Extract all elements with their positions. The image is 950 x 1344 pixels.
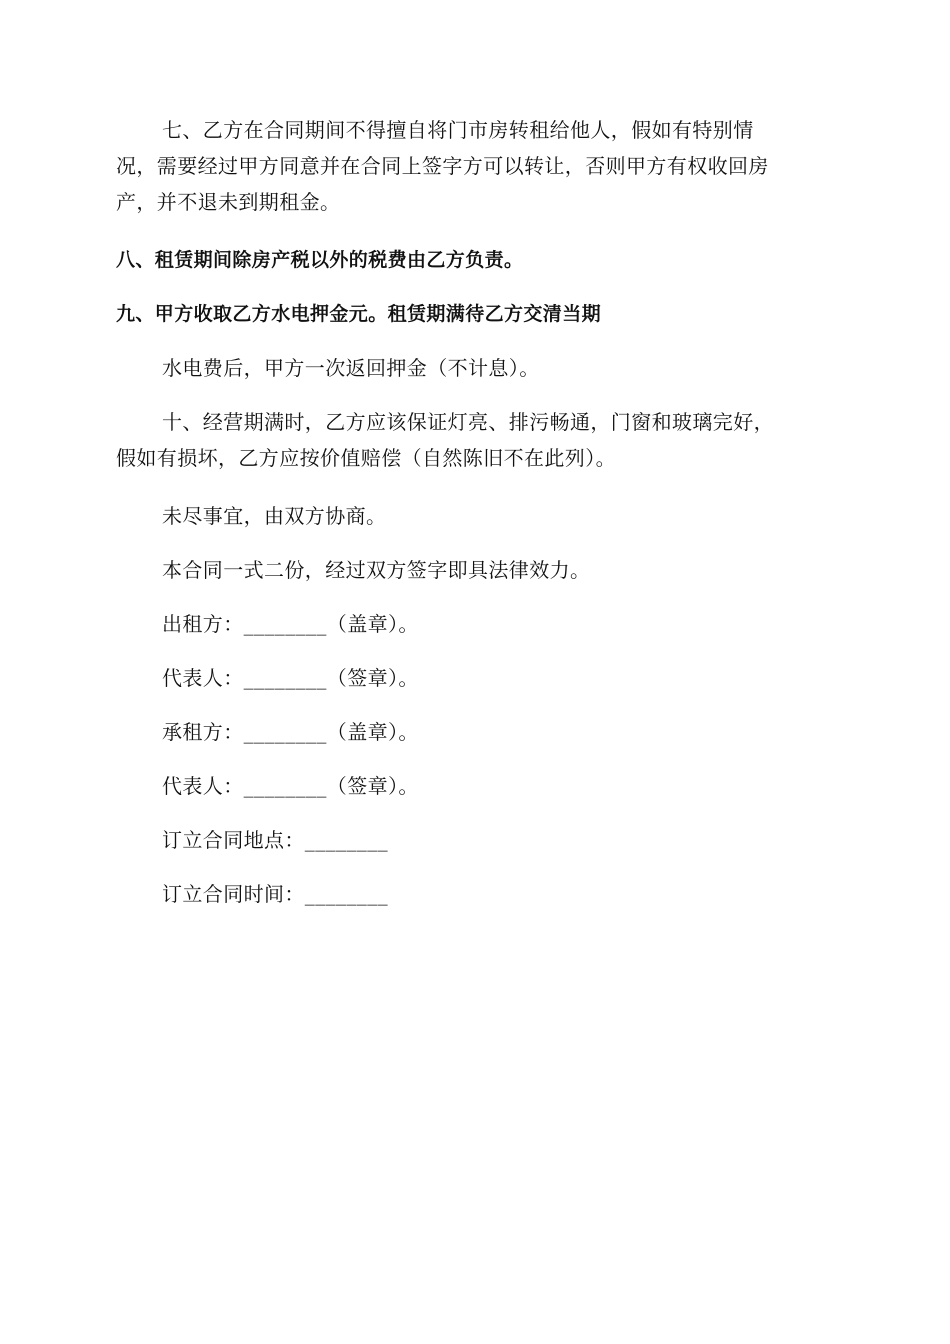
clause-9-heading: 九、甲方收取乙方水电押金元。租赁期满待乙方交清当期	[116, 303, 602, 325]
clause-10-paragraph	[116, 404, 836, 476]
clause-7-line-3: 产，并不退未到期租金。	[116, 190, 341, 214]
contract-time-line: 订立合同时间：________	[162, 882, 388, 906]
clause-10-line-2: 假如有损坏，乙方应按价值赔偿（自然陈旧不在此列）。	[116, 446, 616, 470]
clause-7-paragraph	[116, 112, 836, 220]
clause-9-continuation: 水电费后，甲方一次返回押金（不计息）。	[162, 356, 540, 380]
lessee-signature-line: 承租方：________（盖章）。	[162, 720, 419, 744]
contract-place-line: 订立合同地点：________	[162, 828, 388, 852]
clause-7-line-2: 况，需要经过甲方同意并在合同上签字方可以转让，否则甲方有权收回房	[116, 154, 769, 178]
clause-10-line-1: 十、经营期满时，乙方应该保证灯亮、排污畅通，门窗和玻璃完好，	[162, 410, 774, 434]
misc-clause: 未尽事宜，由双方协商。	[162, 504, 387, 528]
lessor-signature-line: 出租方：________（盖章）。	[162, 612, 419, 636]
clause-7-line-1: 七、乙方在合同期间不得擅自将门市房转租给他人，假如有特别情	[162, 118, 754, 142]
copies-clause: 本合同一式二份，经过双方签字即具法律效力。	[162, 558, 591, 582]
clause-8-heading: 八、租赁期间除房产税以外的税费由乙方负责。	[116, 249, 524, 271]
lessee-representative-line: 代表人：________（签章）。	[162, 774, 419, 798]
lessor-representative-line: 代表人：________（签章）。	[162, 666, 419, 690]
